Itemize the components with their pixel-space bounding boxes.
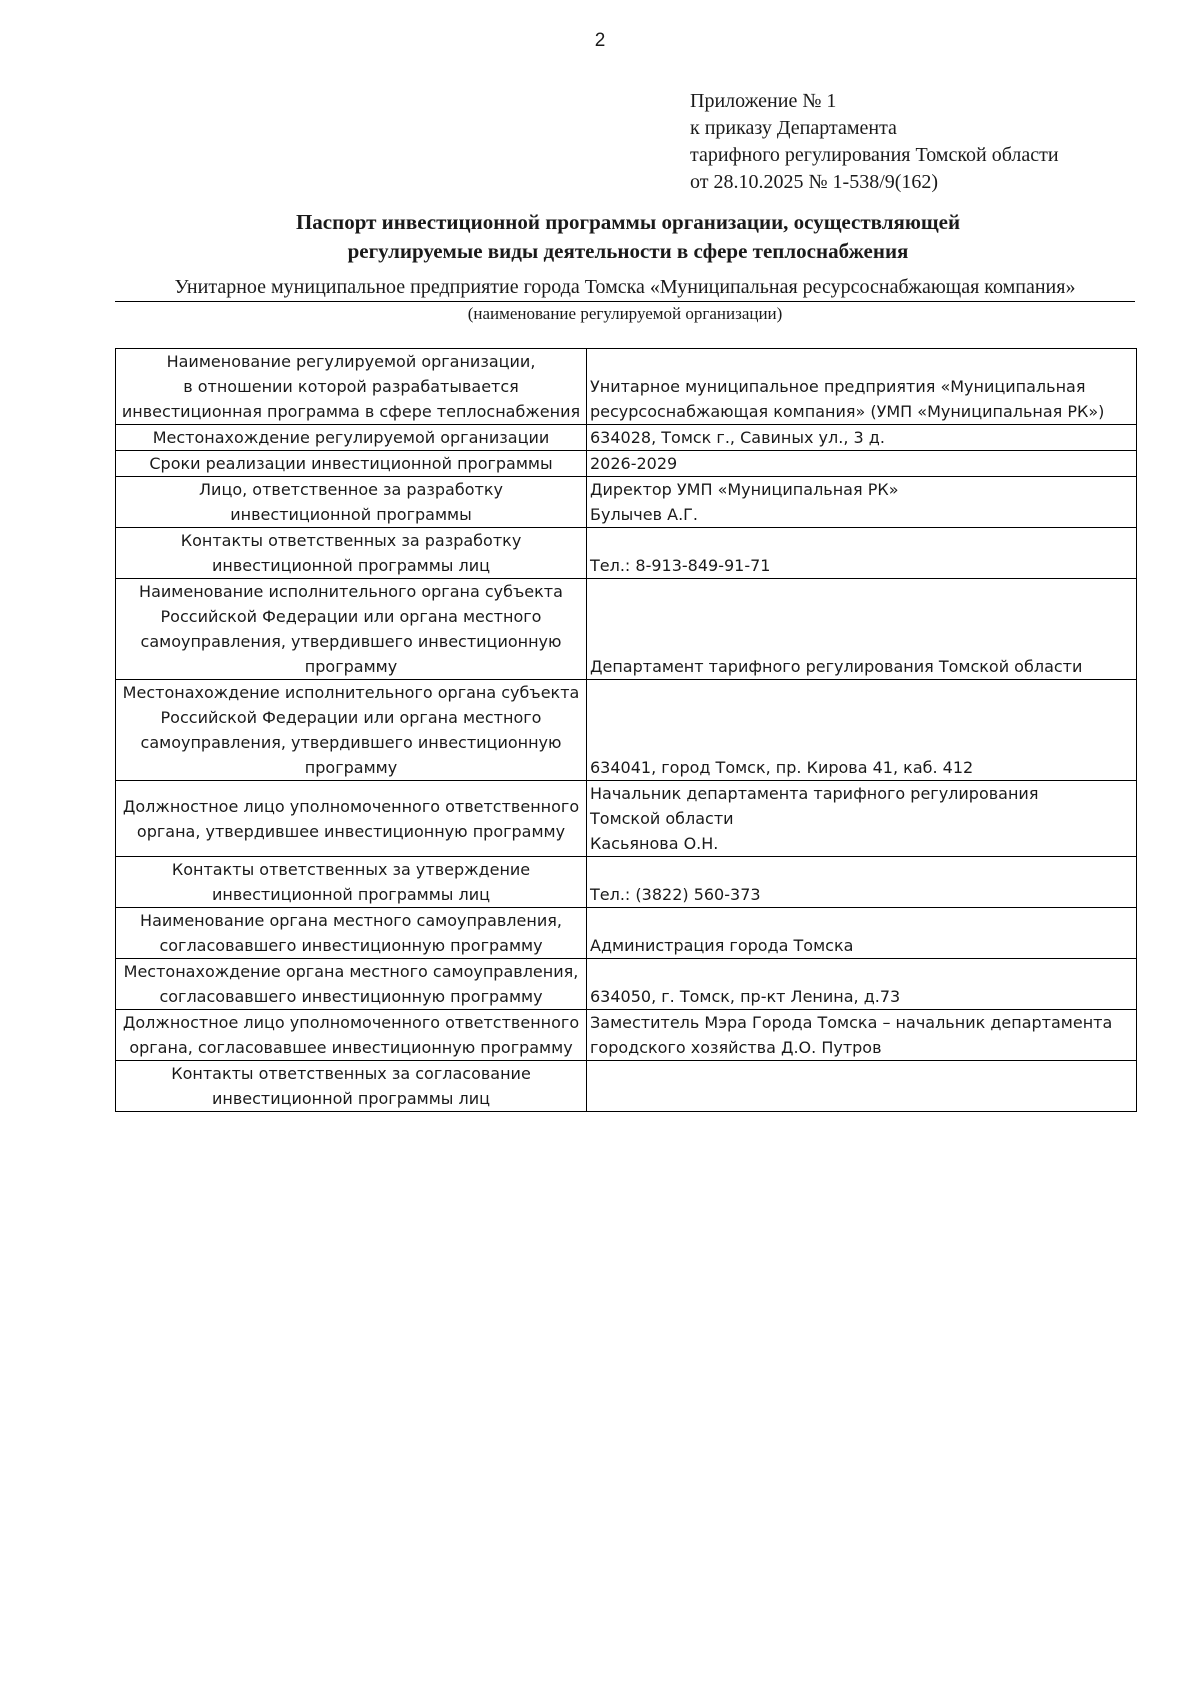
row-label-line: органа, утвердившее инвестиционную программу [136, 821, 566, 841]
table-row [116, 451, 1137, 477]
row-label-cell [116, 477, 587, 528]
appendix-line: от 28.10.2025 № 1-538/9(162) [690, 171, 939, 193]
row-label-line: органа, согласовавшее инвестиционную программу [129, 1038, 573, 1057]
row-label-line: Наименование регулируемой организации, [166, 352, 536, 371]
row-value-line: Булычев А.Г. [590, 505, 698, 524]
row-label-line: Контакты ответственных за утверждение [171, 860, 531, 879]
row-label-line: инвестиционной программы лиц [211, 556, 491, 575]
row-value-line: Тел.: 8-913-849-91-71 [590, 556, 771, 575]
row-value-cell [587, 857, 1137, 908]
row-label-line: согласовавшего инвестиционную программу [159, 987, 543, 1006]
row-label-line: Должностное лицо уполномоченного ответственного [122, 1013, 580, 1032]
row-label-line: инвестиционной программы лиц [211, 885, 491, 904]
row-label-cell [116, 680, 587, 781]
passport-table [115, 348, 1137, 1112]
row-label-line: самоуправления, утвердившего инвестиционную [140, 632, 562, 651]
table-row [116, 1010, 1137, 1061]
appendix-line: к приказу Департамента [690, 117, 897, 139]
row-value-cell [587, 451, 1137, 477]
row-value-cell [587, 680, 1137, 781]
row-value-cell [587, 425, 1137, 451]
page-number: 2 [594, 30, 606, 51]
appendix-block [690, 88, 1059, 196]
row-label-cell [116, 349, 587, 425]
table-row [116, 477, 1137, 528]
row-label-line: инвестиционной программы [230, 505, 472, 524]
table-row [116, 908, 1137, 959]
table-row [116, 528, 1137, 579]
document-title [0, 208, 1200, 266]
row-label-cell [116, 908, 587, 959]
row-label-cell [116, 1061, 587, 1112]
row-label-line: инвестиционной программы лиц [211, 1089, 491, 1108]
row-value-cell [587, 1010, 1137, 1061]
row-label-line: Наименование исполнительного органа субъекта [139, 582, 563, 601]
row-label-cell [116, 1010, 587, 1061]
table-row [116, 425, 1137, 451]
row-value-line: Касьянова О.Н. [590, 834, 719, 853]
row-value-line: 634050, г. Томск, пр-кт Ленина, д.73 [590, 987, 901, 1006]
row-value-line: Администрация города Томска [590, 936, 854, 955]
row-value-line: Унитарное муниципальное предприятия «Муниципальная [590, 377, 1086, 396]
row-value-cell [587, 528, 1137, 579]
row-label-line: самоуправления, утвердившего инвестиционную [140, 733, 562, 752]
row-label-cell [116, 528, 587, 579]
title-line: регулируемые виды деятельности в сфере теплоснабжения [347, 239, 909, 263]
row-value-cell [587, 579, 1137, 680]
row-label-line: Местонахождение регулируемой организации [152, 428, 550, 447]
row-label-cell [116, 781, 587, 857]
row-label-line: инвестиционная программа в сфере теплоснабжения [121, 402, 581, 421]
table-row [116, 781, 1137, 857]
row-label-line: Местонахождение исполнительного органа субъекта [122, 683, 580, 702]
row-label-line: Лицо, ответственное за разработку [199, 480, 503, 499]
row-value-line: Начальник департамента тарифного регулирования [590, 784, 1039, 803]
row-value-line: Тел.: (3822) 560-373 [590, 885, 761, 904]
row-label-line: Российской Федерации или органа местного [160, 607, 542, 626]
appendix-line: Приложение № 1 [690, 90, 837, 112]
row-value-line: 634041, город Томск, пр. Кирова 41, каб. 412 [590, 758, 974, 777]
row-label-line: в отношении которой разрабатывается [183, 377, 519, 396]
table-row [116, 1061, 1137, 1112]
row-value-line: Департамент тарифного регулирования Томской области [590, 657, 1083, 676]
row-value-line: Томской области [590, 809, 734, 828]
row-value-cell [587, 1061, 1137, 1112]
row-value-cell [587, 477, 1137, 528]
row-value-cell [587, 908, 1137, 959]
table-row [116, 959, 1137, 1010]
row-label-line: Контакты ответственных за разработку [180, 531, 522, 550]
row-value-line: Заместитель Мэра Города Томска – начальник департамента [590, 1013, 1113, 1032]
organization-name: Унитарное муниципальное предприятие города Томска «Муниципальная ресурсоснабжающая компания» [115, 274, 1135, 302]
table-row [116, 680, 1137, 781]
title-line: Паспорт инвестиционной программы организации, осуществляющей [295, 210, 961, 234]
row-label-cell [116, 959, 587, 1010]
row-value-line: 2026-2029 [590, 454, 678, 473]
row-label-line: Должностное лицо уполномоченного ответственного [122, 796, 580, 816]
row-label-line: Российской Федерации или органа местного [160, 708, 542, 727]
organization-caption: (наименование регулируемой организации) [467, 304, 783, 323]
row-label-line: Контакты ответственных за согласование [171, 1064, 531, 1083]
row-value-line: городского хозяйства Д.О. Путров [590, 1038, 882, 1057]
row-value-line: Директор УМП «Муниципальная РК» [590, 480, 899, 499]
table-row [116, 579, 1137, 680]
row-label-line: программу [304, 657, 398, 676]
row-value-cell [587, 781, 1137, 857]
row-value-cell [587, 959, 1137, 1010]
row-label-line: программу [304, 758, 398, 777]
row-label-line: Сроки реализации инвестиционной программы [149, 454, 553, 473]
row-value-cell [587, 349, 1137, 425]
row-label-line: Наименование органа местного самоуправления, [140, 911, 562, 930]
row-value-line: 634028, Томск г., Савиных ул., 3 д. [590, 428, 885, 447]
row-label-cell [116, 451, 587, 477]
row-label-cell [116, 857, 587, 908]
row-label-cell [116, 579, 587, 680]
table-row [116, 857, 1137, 908]
row-label-cell [116, 425, 587, 451]
row-value-line: ресурсоснабжающая компания» (УМП «Муниципальная РК») [590, 402, 1105, 421]
table-row [116, 349, 1137, 425]
row-label-line: согласовавшего инвестиционную программу [159, 936, 543, 955]
appendix-line: тарифного регулирования Томской области [690, 144, 1059, 166]
row-label-line: Местонахождение органа местного самоуправления, [123, 962, 579, 981]
